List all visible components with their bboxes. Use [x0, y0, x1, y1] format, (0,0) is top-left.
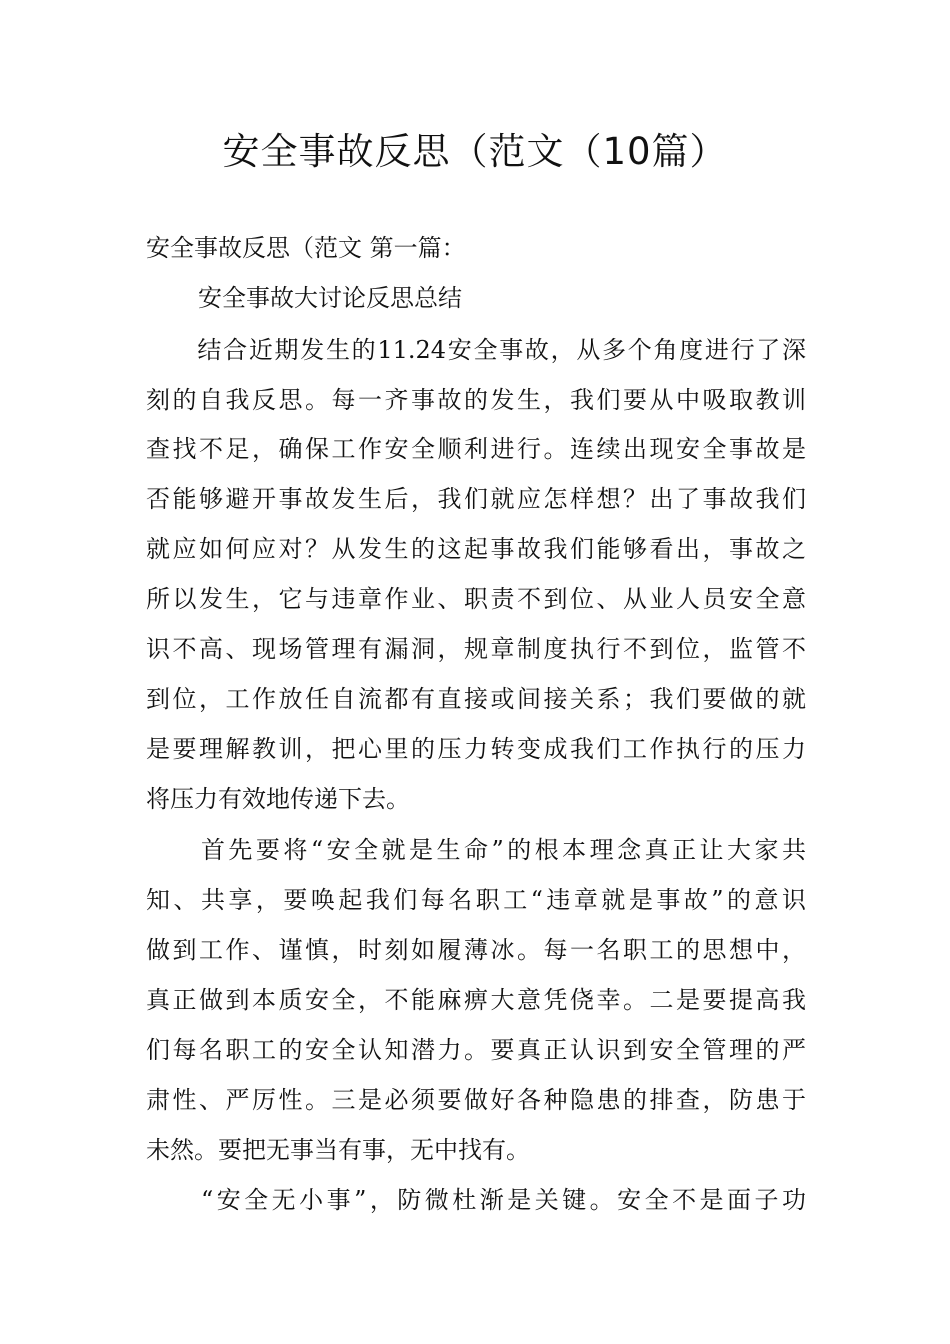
body-line: 真正做到本质安全，不能麻痹大意凭侥幸。二是要提高我 [146, 986, 806, 1014]
body-line: 否能够避开事故发生后，我们就应怎样想？出了事故我们 [146, 485, 806, 513]
body-line: 查找不足，确保工作安全顺利进行。连续出现安全事故是 [146, 435, 806, 463]
section-heading: 安全事故反思（范文 第一篇： [146, 234, 466, 262]
body-line: 知、共享，要唤起我们每名职工“违章就是事故”的意识 [146, 886, 806, 914]
body-line: 做到工作、谨慎，时刻如履薄冰。每一名职工的思想中， [146, 936, 806, 964]
document-title: 安全事故反思（范文（10篇） [222, 130, 728, 173]
body-line: 未然。要把无事当有事，无中找有。 [146, 1136, 530, 1164]
body-line: 刻的自我反思。每一齐事故的发生，我们要从中吸取教训 [146, 386, 806, 414]
body-line: 所以发生，它与违章作业、职责不到位、从业人员安全意 [146, 585, 806, 613]
body-line: 将压力有效地传递下去。 [146, 785, 410, 813]
body-line: 识不高、现场管理有漏洞，规章制度执行不到位，监管不 [146, 635, 806, 663]
body-line: 结合近期发生的11.24安全事故，从多个角度进行了深 [146, 336, 806, 364]
body-line: 到位，工作放任自流都有直接或间接关系；我们要做的就 [146, 685, 806, 713]
body-line: 肃性、严厉性。三是必须要做好各种隐患的排查，防患于 [146, 1086, 806, 1114]
body-line: 首先要将“安全就是生命”的根本理念真正让大家共 [146, 836, 806, 864]
body-line: “安全无小事”，防微杜渐是关键。安全不是面子功 [146, 1186, 806, 1214]
body-line: 就应如何应对？从发生的这起事故我们能够看出，事故之 [146, 535, 806, 563]
body-line: 们每名职工的安全认知潜力。要真正认识到安全管理的严 [146, 1036, 806, 1064]
body-line: 是要理解教训，把心里的压力转变成我们工作执行的压力 [146, 735, 806, 763]
subheading: 安全事故大讨论反思总结 [198, 284, 462, 312]
